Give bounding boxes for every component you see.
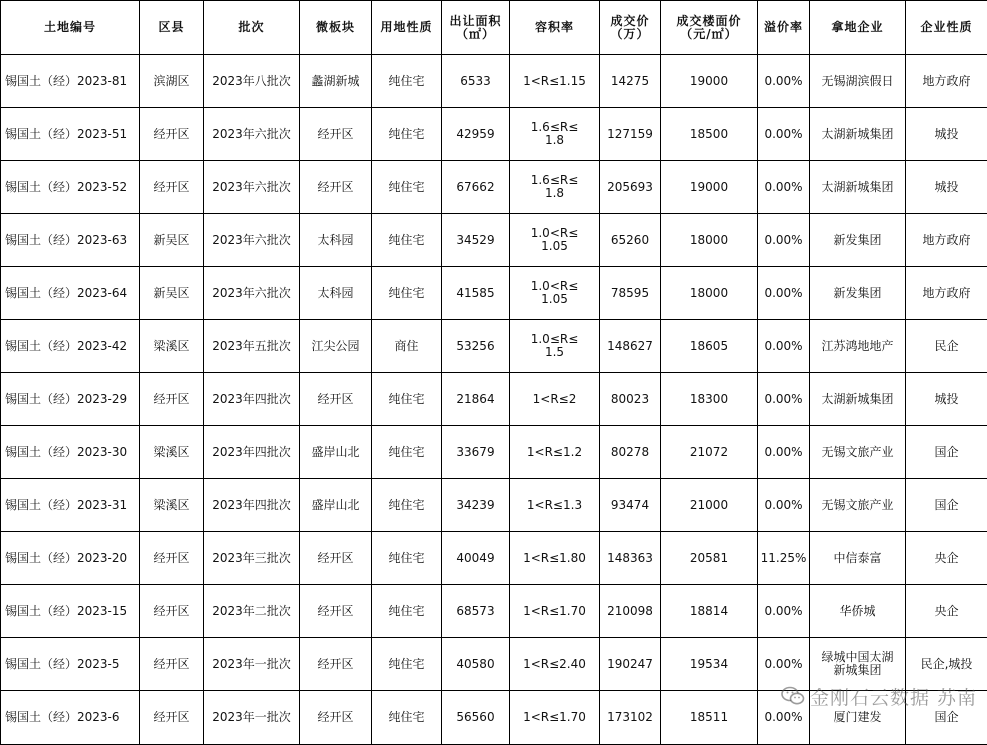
cell-area: 67662 (442, 161, 510, 214)
cell-company-type: 央企 (906, 532, 987, 585)
cell-deal-price: 148363 (600, 532, 661, 585)
cell-district: 新吴区 (140, 214, 204, 267)
cell-land-id: 锡国土（经）2023-5 (1, 638, 140, 691)
table-row (1, 532, 987, 585)
header-land-id: 土地编号 (1, 1, 140, 55)
cell-batch: 2023年四批次 (204, 426, 300, 479)
cell-floor-price: 18500 (661, 108, 758, 161)
cell-premium-rate: 0.00% (758, 691, 810, 745)
cell-land-id: 锡国土（经）2023-64 (1, 267, 140, 320)
cell-premium-rate: 0.00% (758, 267, 810, 320)
cell-batch: 2023年六批次 (204, 108, 300, 161)
cell-area: 33679 (442, 426, 510, 479)
cell-plot-ratio: 1<R≤1.15 (510, 55, 600, 108)
cell-area: 6533 (442, 55, 510, 108)
cell-land-use: 纯住宅 (372, 214, 442, 267)
cell-land-id: 锡国土（经）2023-81 (1, 55, 140, 108)
cell-deal-price: 210098 (600, 585, 661, 638)
cell-land-use: 纯住宅 (372, 691, 442, 745)
header-land-use: 用地性质 (372, 1, 442, 55)
table-row (1, 479, 987, 532)
cell-deal-price: 190247 (600, 638, 661, 691)
cell-batch: 2023年五批次 (204, 320, 300, 373)
cell-premium-rate: 0.00% (758, 55, 810, 108)
cell-premium-rate: 11.25% (758, 532, 810, 585)
cell-district: 经开区 (140, 585, 204, 638)
cell-deal-price: 80023 (600, 373, 661, 426)
cell-company-type: 城投 (906, 108, 987, 161)
cell-micro-block: 经开区 (300, 108, 372, 161)
cell-land-use: 纯住宅 (372, 532, 442, 585)
cell-company-type: 地方政府 (906, 55, 987, 108)
table-row (1, 320, 987, 373)
cell-area: 21864 (442, 373, 510, 426)
cell-batch: 2023年六批次 (204, 214, 300, 267)
cell-premium-rate: 0.00% (758, 320, 810, 373)
cell-company-type: 城投 (906, 373, 987, 426)
cell-plot-ratio: 1.6≤R≤ 1.8 (510, 161, 600, 214)
cell-micro-block: 经开区 (300, 161, 372, 214)
cell-plot-ratio: 1.0≤R≤ 1.5 (510, 320, 600, 373)
cell-batch: 2023年八批次 (204, 55, 300, 108)
cell-micro-block: 盛岸山北 (300, 479, 372, 532)
cell-floor-price: 18000 (661, 267, 758, 320)
cell-area: 53256 (442, 320, 510, 373)
cell-district: 经开区 (140, 161, 204, 214)
cell-batch: 2023年一批次 (204, 638, 300, 691)
cell-floor-price: 18300 (661, 373, 758, 426)
cell-district: 经开区 (140, 691, 204, 745)
table-row (1, 426, 987, 479)
header-premium-rate: 溢价率 (758, 1, 810, 55)
cell-buyer: 太湖新城集团 (810, 161, 906, 214)
cell-buyer: 无锡湖滨假日 (810, 55, 906, 108)
cell-plot-ratio: 1<R≤1.3 (510, 479, 600, 532)
cell-company-type: 民企 (906, 320, 987, 373)
cell-batch: 2023年四批次 (204, 479, 300, 532)
cell-deal-price: 173102 (600, 691, 661, 745)
cell-district: 滨湖区 (140, 55, 204, 108)
cell-deal-price: 148627 (600, 320, 661, 373)
cell-plot-ratio: 1<R≤2 (510, 373, 600, 426)
cell-floor-price: 19000 (661, 55, 758, 108)
cell-buyer: 无锡文旅产业 (810, 426, 906, 479)
cell-land-id: 锡国土（经）2023-31 (1, 479, 140, 532)
header-plot-ratio: 容积率 (510, 1, 600, 55)
cell-land-use: 纯住宅 (372, 585, 442, 638)
cell-deal-price: 14275 (600, 55, 661, 108)
cell-premium-rate: 0.00% (758, 479, 810, 532)
cell-land-id: 锡国土（经）2023-20 (1, 532, 140, 585)
watermark (781, 684, 977, 708)
cell-deal-price: 80278 (600, 426, 661, 479)
cell-area: 34239 (442, 479, 510, 532)
cell-area: 42959 (442, 108, 510, 161)
cell-deal-price: 205693 (600, 161, 661, 214)
cell-district: 经开区 (140, 638, 204, 691)
table-row (1, 373, 987, 426)
cell-batch: 2023年二批次 (204, 585, 300, 638)
cell-company-type: 国企 (906, 479, 987, 532)
cell-deal-price: 93474 (600, 479, 661, 532)
cell-plot-ratio: 1<R≤2.40 (510, 638, 600, 691)
cell-premium-rate: 0.00% (758, 638, 810, 691)
cell-floor-price: 19000 (661, 161, 758, 214)
cell-land-use: 纯住宅 (372, 373, 442, 426)
header-floor-price: 成交楼面价 （元/㎡） (661, 1, 758, 55)
cell-buyer: 新发集团 (810, 214, 906, 267)
cell-area: 68573 (442, 585, 510, 638)
cell-premium-rate: 0.00% (758, 161, 810, 214)
cell-buyer: 太湖新城集团 (810, 108, 906, 161)
cell-land-id: 锡国土（经）2023-42 (1, 320, 140, 373)
cell-plot-ratio: 1.0<R≤ 1.05 (510, 214, 600, 267)
cell-batch: 2023年六批次 (204, 161, 300, 214)
cell-floor-price: 19534 (661, 638, 758, 691)
cell-land-id: 锡国土（经）2023-15 (1, 585, 140, 638)
cell-district: 经开区 (140, 108, 204, 161)
cell-deal-price: 78595 (600, 267, 661, 320)
cell-buyer: 绿城中国太湖 新城集团 (810, 638, 906, 691)
cell-company-type: 国企 (906, 426, 987, 479)
table-header-row (1, 1, 987, 55)
cell-district: 梁溪区 (140, 320, 204, 373)
cell-floor-price: 18000 (661, 214, 758, 267)
cell-district: 新吴区 (140, 267, 204, 320)
cell-buyer: 新发集团 (810, 267, 906, 320)
cell-buyer: 太湖新城集团 (810, 373, 906, 426)
cell-area: 40049 (442, 532, 510, 585)
cell-land-id: 锡国土（经）2023-29 (1, 373, 140, 426)
cell-company-type: 地方政府 (906, 214, 987, 267)
cell-deal-price: 65260 (600, 214, 661, 267)
table-row (1, 161, 987, 214)
watermark-text: 金刚石云数据 苏南 (810, 683, 977, 710)
cell-batch: 2023年四批次 (204, 373, 300, 426)
cell-district: 梁溪区 (140, 426, 204, 479)
cell-company-type: 地方政府 (906, 267, 987, 320)
table-row (1, 55, 987, 108)
header-buyer: 拿地企业 (810, 1, 906, 55)
cell-buyer: 华侨城 (810, 585, 906, 638)
cell-plot-ratio: 1<R≤1.2 (510, 426, 600, 479)
cell-land-use: 纯住宅 (372, 55, 442, 108)
cell-company-type: 城投 (906, 161, 987, 214)
cell-land-use: 纯住宅 (372, 108, 442, 161)
table-row (1, 214, 987, 267)
cell-micro-block: 经开区 (300, 585, 372, 638)
cell-plot-ratio: 1.0<R≤ 1.05 (510, 267, 600, 320)
header-deal-price: 成交价 （万） (600, 1, 661, 55)
cell-micro-block: 太科园 (300, 214, 372, 267)
cell-premium-rate: 0.00% (758, 214, 810, 267)
cell-plot-ratio: 1<R≤1.70 (510, 691, 600, 745)
header-area: 出让面积 （㎡） (442, 1, 510, 55)
cell-floor-price: 18511 (661, 691, 758, 745)
table-row (1, 267, 987, 320)
cell-land-id: 锡国土（经）2023-30 (1, 426, 140, 479)
cell-batch: 2023年一批次 (204, 691, 300, 745)
cell-company-type: 民企,城投 (906, 638, 987, 691)
wechat-icon (781, 686, 805, 706)
cell-floor-price: 20581 (661, 532, 758, 585)
cell-plot-ratio: 1.6≤R≤ 1.8 (510, 108, 600, 161)
table-body (1, 55, 987, 745)
cell-batch: 2023年六批次 (204, 267, 300, 320)
cell-premium-rate: 0.00% (758, 373, 810, 426)
cell-micro-block: 盛岸山北 (300, 426, 372, 479)
cell-land-id: 锡国土（经）2023-63 (1, 214, 140, 267)
cell-district: 梁溪区 (140, 479, 204, 532)
cell-premium-rate: 0.00% (758, 426, 810, 479)
cell-land-use: 商住 (372, 320, 442, 373)
cell-area: 41585 (442, 267, 510, 320)
cell-floor-price: 21000 (661, 479, 758, 532)
cell-district: 经开区 (140, 532, 204, 585)
cell-area: 40580 (442, 638, 510, 691)
cell-micro-block: 蠡湖新城 (300, 55, 372, 108)
cell-deal-price: 127159 (600, 108, 661, 161)
cell-floor-price: 21072 (661, 426, 758, 479)
cell-plot-ratio: 1<R≤1.70 (510, 585, 600, 638)
cell-buyer: 江苏鸿地地产 (810, 320, 906, 373)
cell-company-type: 央企 (906, 585, 987, 638)
cell-area: 34529 (442, 214, 510, 267)
cell-district: 经开区 (140, 373, 204, 426)
cell-buyer: 中信泰富 (810, 532, 906, 585)
header-company-type: 企业性质 (906, 1, 987, 55)
cell-land-use: 纯住宅 (372, 267, 442, 320)
cell-premium-rate: 0.00% (758, 108, 810, 161)
cell-land-id: 锡国土（经）2023-52 (1, 161, 140, 214)
cell-micro-block: 江尖公园 (300, 320, 372, 373)
cell-micro-block: 经开区 (300, 373, 372, 426)
cell-company-type: 国企 (906, 691, 987, 745)
cell-land-use: 纯住宅 (372, 426, 442, 479)
cell-micro-block: 太科园 (300, 267, 372, 320)
cell-premium-rate: 0.00% (758, 585, 810, 638)
cell-plot-ratio: 1<R≤1.80 (510, 532, 600, 585)
header-district: 区县 (140, 1, 204, 55)
cell-buyer: 厦门建发 (810, 691, 906, 745)
cell-land-use: 纯住宅 (372, 161, 442, 214)
table-row (1, 585, 987, 638)
cell-land-use: 纯住宅 (372, 638, 442, 691)
cell-micro-block: 经开区 (300, 691, 372, 745)
cell-land-use: 纯住宅 (372, 479, 442, 532)
cell-batch: 2023年三批次 (204, 532, 300, 585)
header-batch: 批次 (204, 1, 300, 55)
cell-area: 56560 (442, 691, 510, 745)
cell-land-id: 锡国土（经）2023-6 (1, 691, 140, 745)
cell-floor-price: 18814 (661, 585, 758, 638)
header-micro-block: 微板块 (300, 1, 372, 55)
cell-micro-block: 经开区 (300, 532, 372, 585)
table-row (1, 108, 987, 161)
cell-floor-price: 18605 (661, 320, 758, 373)
cell-buyer: 无锡文旅产业 (810, 479, 906, 532)
cell-micro-block: 经开区 (300, 638, 372, 691)
cell-land-id: 锡国土（经）2023-51 (1, 108, 140, 161)
